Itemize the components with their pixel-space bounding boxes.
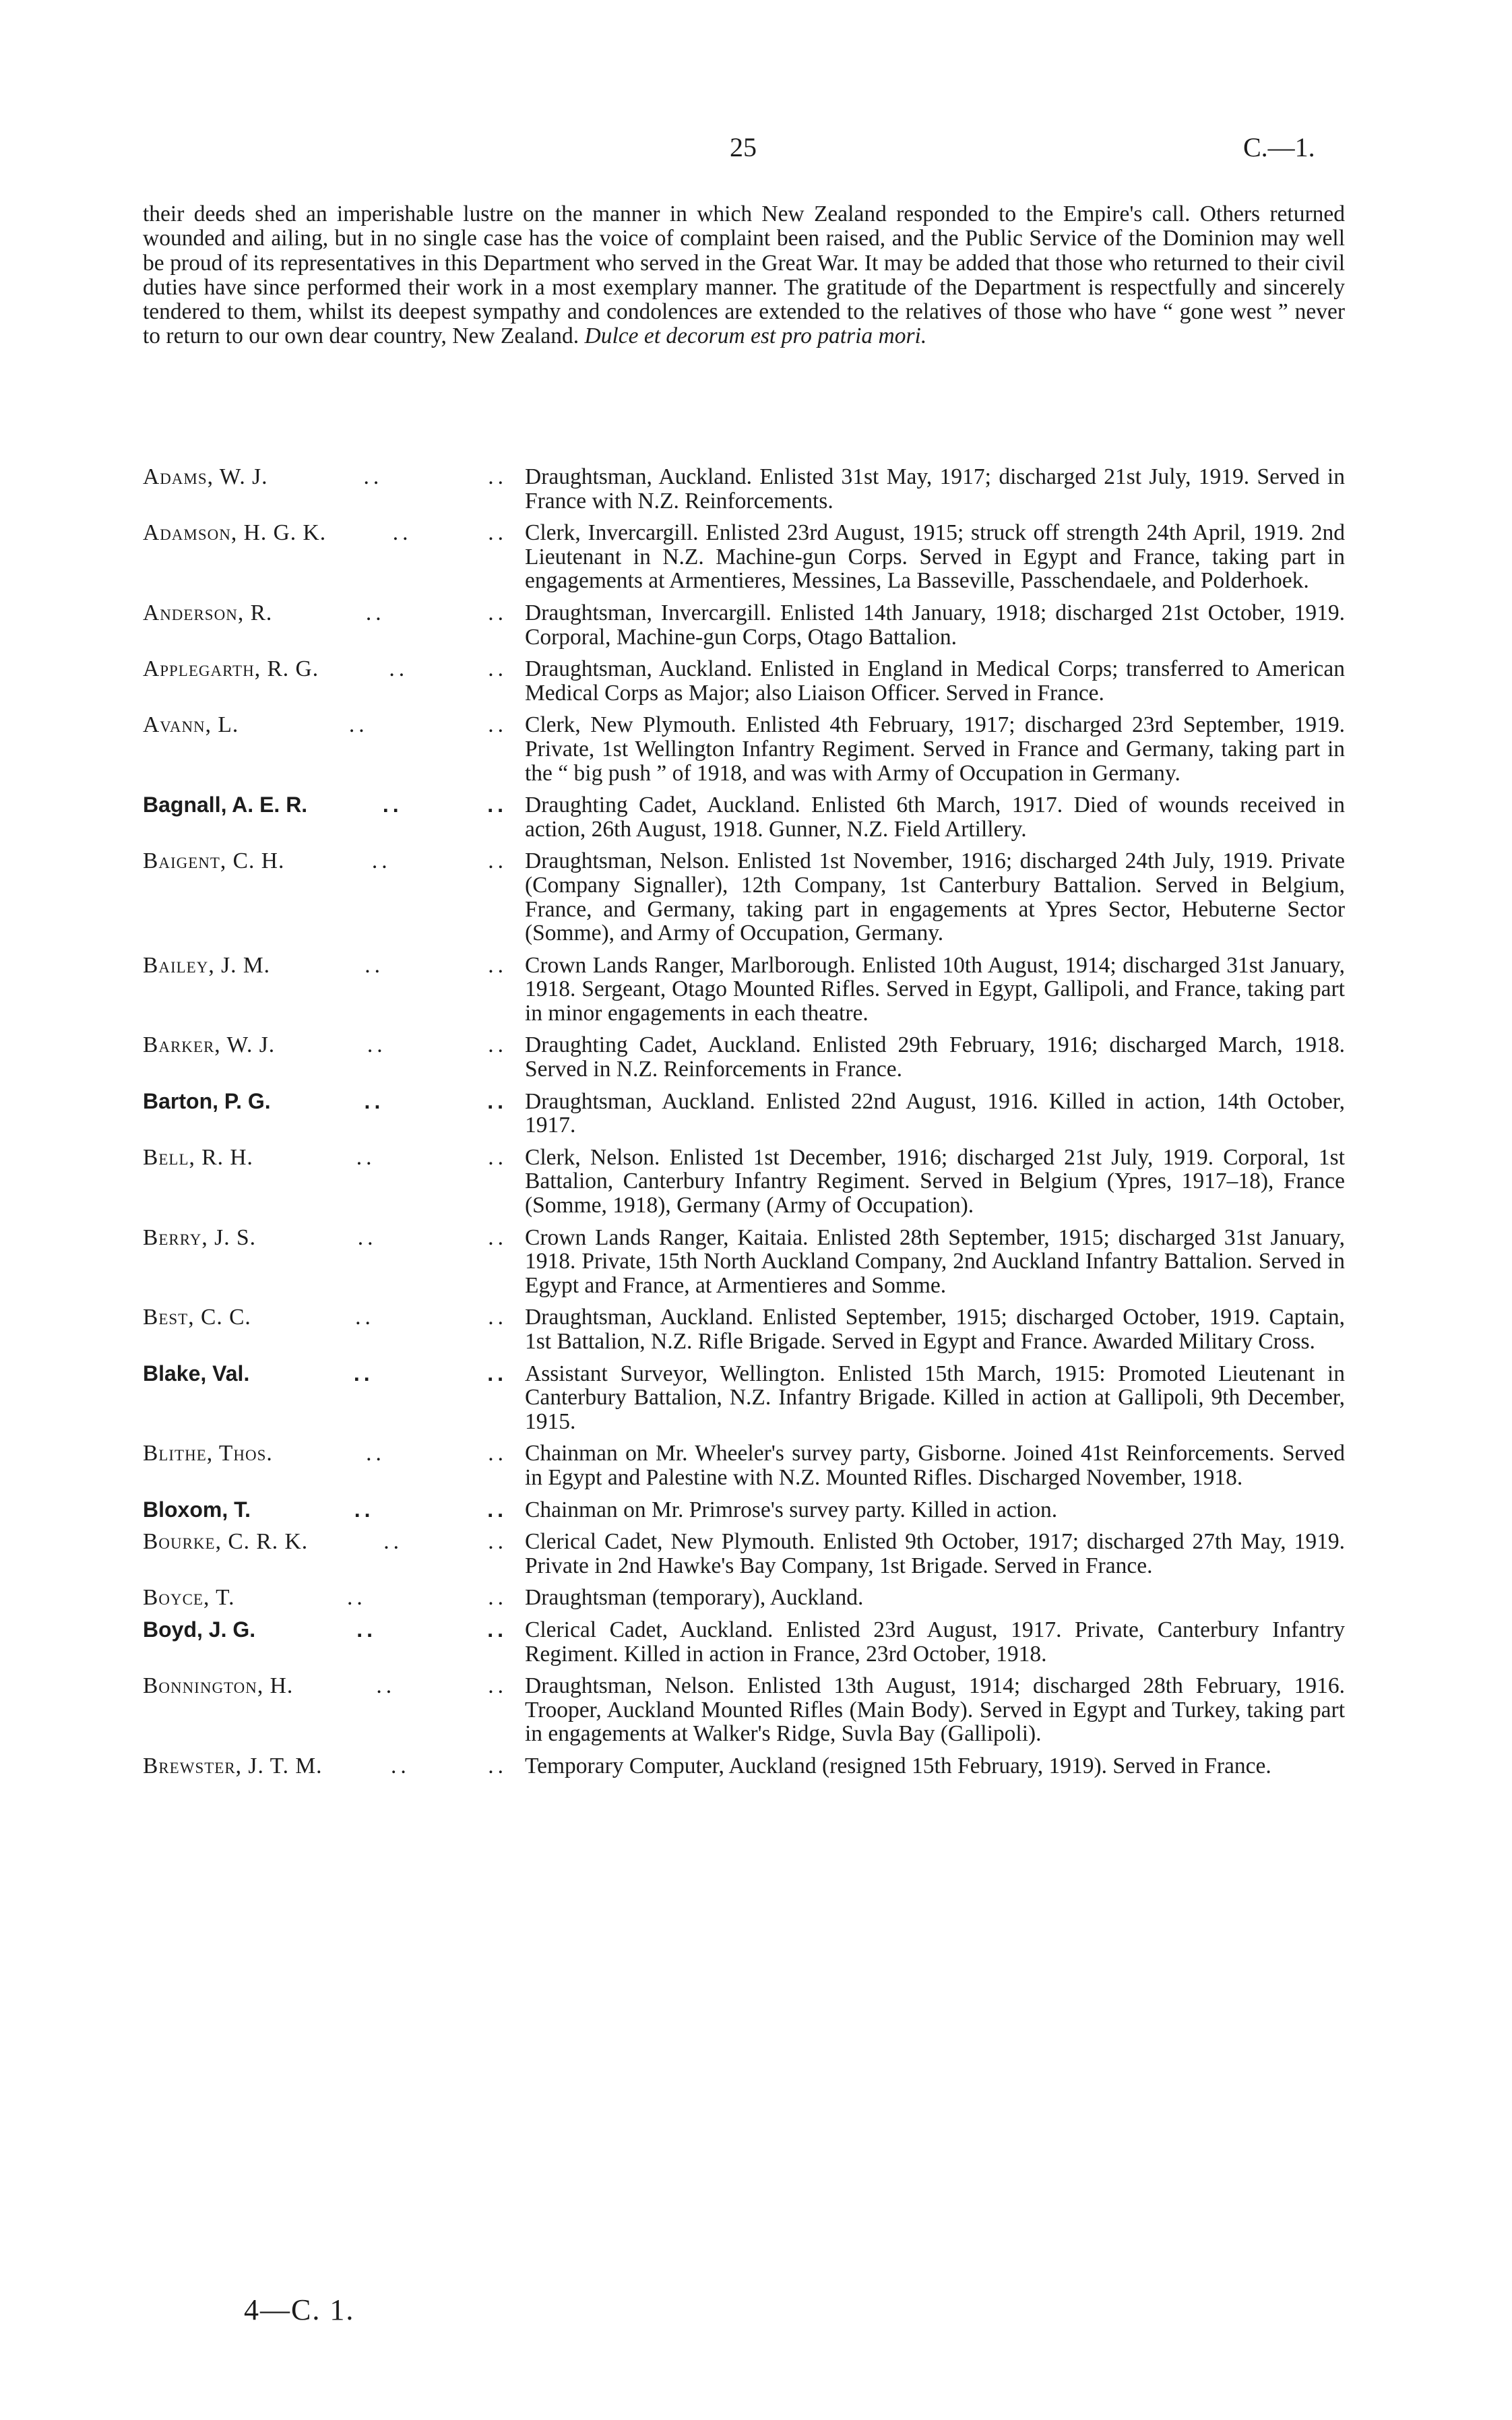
dot-leader: .. <box>356 1144 376 1170</box>
list-item <box>143 713 1345 785</box>
dot-leader: .. <box>488 1585 507 1611</box>
entry-detail: Clerical Cadet, Auckland. Enlisted 23rd August, 1917. Private, Canterbury Infantry Regiment. Killed in action in France, 23rd October, 1918. <box>525 1617 1345 1667</box>
entry-name <box>143 1441 517 1466</box>
intro-text: their deeds shed an imperishable lustre on the manner in which New Zealand responded to the Empire's call. Others returned wounded and ailing, but in no single case has the voice of complaint been raised, and the Public Service of the Dominion may well be proud of its representatives in this Department who served in the Great War. It may be added that those who returned to their civil duties have since performed their work in a most exemplary manner. The gratitude of the Department is respectfully and sincerely tendered to them, whilst its deepest sympathy and condolences are extended to the relatives of those who have “ gone west ” never to return to our own dear country, New Zealand. <box>143 201 1345 349</box>
entry-detail: Draughtsman, Auckland. Enlisted 31st May, 1917; discharged 21st July, 1919. Served in France with N.Z. Reinforcements. <box>525 464 1345 514</box>
dot-leader: .. <box>389 656 409 682</box>
entry-name <box>143 1305 517 1330</box>
dot-leader: .. <box>488 712 507 738</box>
entry-name-text: Bourke, C. R. K. <box>143 1529 309 1555</box>
signature-mark: 4—C. 1. <box>244 2293 355 2326</box>
entry-name <box>143 1586 517 1610</box>
list-item <box>143 793 1345 841</box>
entry-detail: Temporary Computer, Auckland (resigned 15th February, 1919). Served in France. <box>525 1753 1271 1778</box>
entry-name-text: Bonnington, H. <box>143 1673 294 1699</box>
list-item <box>143 1441 1345 1489</box>
dot-leader: .. <box>487 1497 507 1522</box>
entry-detail: Crown Lands Ranger, Marlborough. Enlisted 10th August, 1914; discharged 31st January, 1918. Sergeant, Otago Mounted Rifles. Served in Egypt, Gallipoli, and France, taking part in minor engagements in each theatre. <box>525 952 1345 1026</box>
entry-name <box>143 1362 517 1386</box>
list-item <box>143 1305 1345 1353</box>
entry-detail: Draughtsman (temporary), Auckland. <box>525 1585 864 1611</box>
entry-name <box>143 1618 517 1642</box>
entry-name <box>143 1754 517 1778</box>
entry-detail: Assistant Surveyor, Wellington. Enlisted 15th March, 1915: Promoted Lieutenant in Canterbury Battalion, N.Z. Infantry Brigade. Killed in action at Gallipoli, 9th December, 1915. <box>525 1361 1345 1434</box>
list-item <box>143 849 1345 945</box>
dot-leader: .. <box>376 1673 396 1699</box>
dot-leader: .. <box>488 952 507 978</box>
entry-name-text: Boyce, T. <box>143 1585 235 1611</box>
entry-detail: Clerk, Nelson. Enlisted 1st December, 1916; discharged 21st July, 1919. Corporal, 1st Battalion, Canterbury Infantry Regiment. Served in Belgium (Ypres, 1917–18), France (Somme, 1918), Germany (Army of Occupation). <box>525 1144 1345 1218</box>
dot-leader: .. <box>354 1497 375 1522</box>
entry-name <box>143 713 517 737</box>
dot-leader: .. <box>488 1224 507 1250</box>
entry-name-text: Bell, R. H. <box>143 1144 253 1170</box>
dot-leader: .. <box>365 952 385 978</box>
dot-leader: .. <box>353 1361 374 1386</box>
entry-detail: Draughtsman, Nelson. Enlisted 13th August, 1914; discharged 28th February, 1916. Trooper, Auckland Mounted Rifles (Main Body). Served in Egypt and Turkey, taking part in engagements at Walker's Ridge, Suvla Bay (Gallipoli). <box>525 1673 1345 1747</box>
entry-name <box>143 954 517 978</box>
dot-leader: .. <box>487 1088 507 1113</box>
entry-name <box>143 1226 517 1250</box>
dot-leader: .. <box>488 1753 507 1778</box>
entry-detail: Chainman on Mr. Primrose's survey party. Killed in action. <box>525 1497 1058 1522</box>
entry-detail: Chainman on Mr. Wheeler's survey party, Gisborne. Joined 41st Reinforcements. Served in Egypt and Palestine with N.Z. Mounted Rifles. Discharged November, 1918. <box>525 1441 1345 1490</box>
list-item <box>143 657 1345 705</box>
entry-name-text: Avann, L. <box>143 712 239 738</box>
entry-name <box>143 465 517 489</box>
entry-detail: Clerk, Invercargill. Enlisted 23rd August, 1915; struck off strength 24th April, 1919. 2nd Lieutenant in N.Z. Machine-gun Corps. Served in Egypt and France, taking part in engagements at Armentieres, Messines, La Basseville, Passchendaele, and Polderhoek. <box>525 520 1345 594</box>
dot-leader: .. <box>488 1673 507 1699</box>
list-item <box>143 1226 1345 1298</box>
list-item <box>143 1033 1345 1081</box>
intro-motto: Dulce et decorum est pro patria mori. <box>584 323 927 349</box>
entry-name <box>143 1146 517 1170</box>
list-item <box>143 1674 1345 1746</box>
entry-name-text: Barton, P. G. <box>143 1088 271 1113</box>
dot-leader: .. <box>355 1305 375 1330</box>
dot-leader: .. <box>348 712 369 738</box>
entry-name-text: Berry, J. S. <box>143 1224 256 1250</box>
dot-leader: .. <box>365 600 385 625</box>
entry-detail: Draughtsman, Auckland. Enlisted September, 1915; discharged October, 1919. Captain, 1st Battalion, N.Z. Rifle Brigade. Served in Egypt and France. Awarded Military Cross. <box>525 1305 1345 1354</box>
dot-leader: .. <box>488 656 507 682</box>
roll-of-honour-list <box>143 465 1345 1787</box>
dot-leader: .. <box>383 1529 404 1555</box>
entry-detail: Clerk, New Plymouth. Enlisted 4th February, 1917; discharged 23rd September, 1919. Private, 1st Wellington Infantry Regiment. Served in France and Germany, taking part in the “ big push ” of 1918, and was with Army of Occupation in Germany. <box>525 712 1345 786</box>
entry-name <box>143 1674 517 1698</box>
dot-leader: .. <box>371 848 391 874</box>
list-item <box>143 1498 1345 1522</box>
entry-name-text: Blake, Val. <box>143 1361 250 1386</box>
entry-name-text: Bloxom, T. <box>143 1497 251 1522</box>
entry-name <box>143 1530 517 1554</box>
list-item <box>143 601 1345 649</box>
entry-name <box>143 793 517 817</box>
entry-name-text: Blithe, Thos. <box>143 1441 273 1466</box>
entry-name <box>143 521 517 545</box>
dot-leader: .. <box>488 1144 507 1170</box>
entry-name-text: Boyd, J. G. <box>143 1617 256 1642</box>
dot-leader: .. <box>391 1753 410 1778</box>
dot-leader: .. <box>488 848 507 874</box>
entry-detail: Draughtsman, Invercargill. Enlisted 14th January, 1918; discharged 21st October, 1919. Corporal, Machine-gun Corps, Otago Battalion. <box>525 600 1345 650</box>
dot-leader: .. <box>488 600 507 625</box>
list-item <box>143 465 1345 513</box>
intro-paragraph <box>143 202 1345 349</box>
entry-name-text: Bailey, J. M. <box>143 952 271 978</box>
entry-name <box>143 601 517 625</box>
dot-leader: .. <box>488 1441 507 1466</box>
entry-detail: Crown Lands Ranger, Kaitaia. Enlisted 28th September, 1915; discharged 31st January, 1918. Private, 15th North Auckland Company, 2nd Auckland Infantry Battalion. Served in Egypt and France, at Armentieres and Somme. <box>525 1224 1345 1298</box>
entry-name-text: Barker, W. J. <box>143 1032 276 1058</box>
list-item <box>143 1362 1345 1434</box>
entry-name-text: Brewster, J. T. M. <box>143 1753 323 1778</box>
dot-leader: .. <box>367 1032 387 1058</box>
page-number: 25 <box>730 132 757 162</box>
list-item <box>143 1618 1345 1666</box>
list-item <box>143 521 1345 593</box>
dot-leader: .. <box>364 1088 385 1113</box>
list-item <box>143 954 1345 1026</box>
dot-leader: .. <box>357 1224 377 1250</box>
entry-name-text: Anderson, R. <box>143 600 273 625</box>
entry-name-text: Adamson, H. G. K. <box>143 520 327 546</box>
entry-name <box>143 657 517 681</box>
entry-name <box>143 1498 517 1522</box>
dot-leader: .. <box>382 793 403 817</box>
entry-name-text: Applegarth, R. G. <box>143 656 319 682</box>
list-item <box>143 1090 1345 1138</box>
dot-leader: .. <box>488 464 507 489</box>
dot-leader: .. <box>346 1585 367 1611</box>
dot-leader: .. <box>487 793 507 817</box>
entry-detail: Clerical Cadet, New Plymouth. Enlisted 9th October, 1917; discharged 27th May, 1919. Private in 2nd Hawke's Bay Company, 1st Brigade. Served in France. <box>525 1529 1345 1578</box>
dot-leader: .. <box>487 1361 507 1386</box>
entry-detail: Draughtsman, Auckland. Enlisted 22nd August, 1916. Killed in action, 14th October, 1917. <box>525 1088 1345 1138</box>
entry-name <box>143 849 517 873</box>
entry-detail: Draughtsman, Nelson. Enlisted 1st November, 1916; discharged 24th July, 1919. Private (Company Signaller), 12th Company, 1st Canterbury Battalion. Served in Belgium, France, and Germany, taking part in engagements at Ypres Sector, Hebuterne Sector (Somme), and Army of Occupation, Germany. <box>525 848 1345 946</box>
entry-detail: Draughting Cadet, Auckland. Enlisted 6th March, 1917. Died of wounds received in action, 26th August, 1918. Gunner, N.Z. Field Artillery. <box>525 793 1345 842</box>
list-item <box>143 1754 1345 1778</box>
dot-leader: .. <box>488 1305 507 1330</box>
list-item <box>143 1530 1345 1578</box>
page-reference: C.—1. <box>1243 132 1315 162</box>
dot-leader: .. <box>488 1529 507 1555</box>
dot-leader: .. <box>356 1617 377 1642</box>
dot-leader: .. <box>487 1617 507 1642</box>
dot-leader: .. <box>363 464 383 489</box>
entry-name <box>143 1033 517 1057</box>
entry-name-text: Bagnall, A. E. R. <box>143 793 308 817</box>
entry-detail: Draughting Cadet, Auckland. Enlisted 29th February, 1916; discharged March, 1918. Served in N.Z. Reinforcements in France. <box>525 1032 1345 1082</box>
entry-name-text: Best, C. C. <box>143 1305 251 1330</box>
list-item <box>143 1146 1345 1218</box>
dot-leader: .. <box>392 520 412 546</box>
entry-detail: Draughtsman, Auckland. Enlisted in England in Medical Corps; transferred to American Medical Corps as Major; also Liaison Officer. Served in France. <box>525 656 1345 706</box>
dot-leader: .. <box>366 1441 385 1466</box>
entry-name <box>143 1090 517 1114</box>
entry-name-text: Baigent, C. H. <box>143 848 285 874</box>
dot-leader: .. <box>488 1032 507 1058</box>
list-item <box>143 1586 1345 1610</box>
entry-name-text: Adams, W. J. <box>143 464 268 489</box>
dot-leader: .. <box>488 520 507 546</box>
